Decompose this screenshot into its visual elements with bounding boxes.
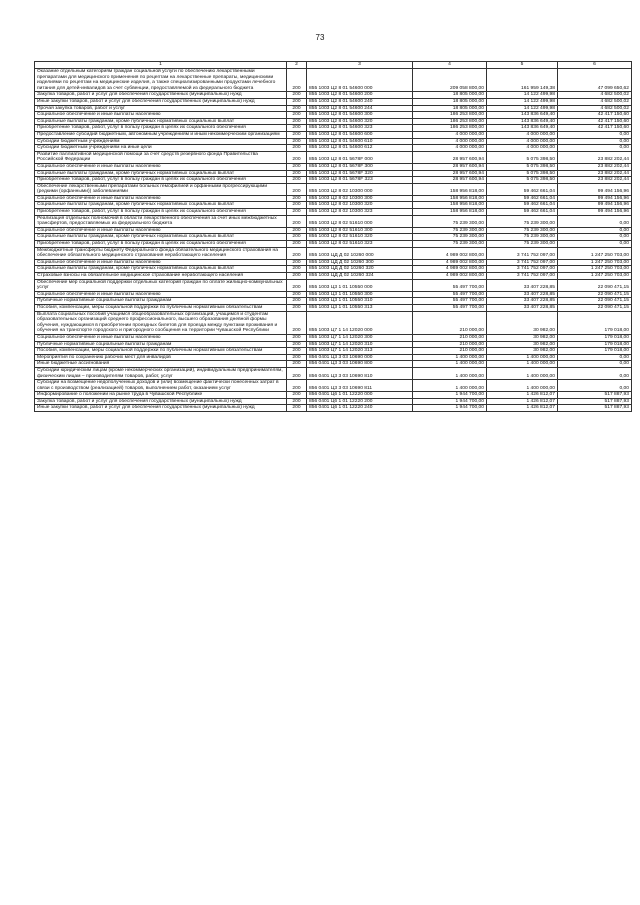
- row-executed-cell: 4 000 000,00: [487, 145, 558, 152]
- row-approved-cell: 186 253 800,00: [413, 118, 487, 125]
- row-approved-cell: 1 944 700,00: [413, 392, 487, 399]
- row-executed-cell: 30 982,00: [487, 311, 558, 334]
- row-executed-cell: 59 462 661,04: [487, 195, 558, 202]
- row-remaining-cell: 22 090 471,15: [558, 279, 632, 291]
- row-executed-cell: 1 400 000,00: [487, 354, 558, 361]
- row-approved-cell: 1 400 000,00: [413, 361, 487, 368]
- table-row: [35, 234, 632, 241]
- row-name-cell: Пособия, компенсации, меры социальной поддержки по публичным нормативным обязательствам: [35, 348, 287, 355]
- row-executed-cell: 59 462 661,04: [487, 183, 558, 195]
- row-remaining-cell: 4 682 500,02: [558, 98, 632, 105]
- row-remaining-cell: 179 018,00: [558, 341, 632, 348]
- row-approved-cell: 55 497 700,00: [413, 298, 487, 305]
- row-executed-cell: 30 982,00: [487, 348, 558, 355]
- table-body: [35, 62, 632, 412]
- row-name-cell: Субсидии юридическим лицам (кроме некоммерческих организаций), индивидуальным предпринимателям, физическим лицам – производителям товаров, работ, услуг: [35, 367, 287, 379]
- row-code-cell: 200: [287, 334, 307, 341]
- table-row: [35, 227, 632, 234]
- row-classification-code-cell: 855 1003 Ц7 1 14 12020 000: [307, 311, 413, 334]
- row-approved-cell: 1 400 000,00: [413, 380, 487, 392]
- row-name-cell: Оказание отдельным категориям граждан социальной услуги по обеспечению лекарственными препаратами для медицинского применения по рецептам на лекарственные препараты, медицинскими изделиями по рецептам на медицинские изделия, а также специализированными продуктами лечебного питания для детей-инвалидов за счет субвенции, предоставляемой из федерального бюджета: [35, 69, 287, 92]
- row-classification-code-cell: 855 1003 Ц3 1 01 10550 313: [307, 304, 413, 311]
- row-remaining-cell: 517 887,93: [558, 398, 632, 405]
- row-name-cell: Пособия, компенсации, меры социальной поддержки по публичным нормативным обязательствам: [35, 304, 287, 311]
- table-row: [35, 334, 632, 341]
- row-executed-cell: 1 400 000,00: [487, 380, 558, 392]
- row-approved-cell: 18 805 000,00: [413, 92, 487, 99]
- row-name-cell: Обеспечение мер социальной поддержки отдельных категорий граждан по оплате жилищно-коммунальных услуг: [35, 279, 287, 291]
- row-classification-code-cell: 855 1003 ЦД Д 02 10260 320: [307, 266, 413, 273]
- row-code-cell: 200: [287, 241, 307, 248]
- table-row: [35, 241, 632, 248]
- row-code-cell: 200: [287, 215, 307, 227]
- row-code-cell: 200: [287, 177, 307, 184]
- row-classification-code-cell: 855 1003 Ц2 8 01 5678F 300: [307, 163, 413, 170]
- row-name-cell: Мероприятия по сохранению рабочих мест для инвалидов: [35, 354, 287, 361]
- row-remaining-cell: 0,00: [558, 367, 632, 379]
- row-name-cell: Социальное обеспечение и иные выплаты населению: [35, 112, 287, 119]
- row-remaining-cell: 99 494 156,96: [558, 195, 632, 202]
- row-executed-cell: 4 000 000,00: [487, 138, 558, 145]
- row-remaining-cell: 179 018,00: [558, 348, 632, 355]
- row-name-cell: Субсидии бюджетным учреждениям на иные цели: [35, 145, 287, 152]
- row-code-cell: 200: [287, 151, 307, 163]
- row-classification-code-cell: 855 1003 ЦД Д 02 10260 000: [307, 247, 413, 259]
- row-approved-cell: 75 239 300,00: [413, 234, 487, 241]
- row-executed-cell: 5 075 398,50: [487, 170, 558, 177]
- row-executed-cell: 30 982,00: [487, 341, 558, 348]
- row-remaining-cell: 23 882 202,44: [558, 177, 632, 184]
- row-code-cell: 200: [287, 138, 307, 145]
- table-row: [35, 118, 632, 125]
- row-classification-code-cell: 855 1003 Ц2 8 02 51610 000: [307, 215, 413, 227]
- row-name-cell: Закупка товаров, работ и услуг для обеспечения государственных (муниципальных) нужд: [35, 398, 287, 405]
- row-classification-code-cell: 855 1003 Ц7 1 14 12020 313: [307, 348, 413, 355]
- table-row: [35, 151, 632, 163]
- row-approved-cell: 4 000 000,00: [413, 131, 487, 138]
- table-row: [35, 266, 632, 273]
- row-classification-code-cell: 856 0401 Ц3 3 03 10690 000: [307, 354, 413, 361]
- row-code-cell: 200: [287, 69, 307, 92]
- row-approved-cell: 28 957 600,94: [413, 177, 487, 184]
- row-remaining-cell: 179 018,00: [558, 311, 632, 334]
- table-row: [35, 125, 632, 132]
- row-classification-code-cell: 856 0401 Ц6 1 01 12220 000: [307, 392, 413, 399]
- row-approved-cell: 1 944 700,00: [413, 398, 487, 405]
- row-name-cell: Страховые взносы на обязательное медицинское страхование неработающего населения: [35, 273, 287, 280]
- row-name-cell: Субсидии бюджетным учреждениям: [35, 138, 287, 145]
- row-name-cell: Приобретение товаров, работ, услуг в пользу граждан в целях их социального обеспечения: [35, 241, 287, 248]
- row-approved-cell: 4 000 000,00: [413, 138, 487, 145]
- row-approved-cell: 1 400 000,00: [413, 367, 487, 379]
- row-remaining-cell: 99 494 156,96: [558, 183, 632, 195]
- table-row: [35, 348, 632, 355]
- row-remaining-cell: 0,00: [558, 234, 632, 241]
- row-code-cell: 200: [287, 348, 307, 355]
- table-row: [35, 177, 632, 184]
- row-name-cell: Приобретение товаров, работ, услуг в пользу граждан в целях их социального обеспечения: [35, 125, 287, 132]
- row-code-cell: 200: [287, 92, 307, 99]
- row-code-cell: 200: [287, 118, 307, 125]
- row-code-cell: 200: [287, 195, 307, 202]
- row-executed-cell: 1 426 812,07: [487, 405, 558, 412]
- row-remaining-cell: 0,00: [558, 138, 632, 145]
- row-name-cell: Социальные выплаты гражданам, кроме публичных нормативных социальных выплат: [35, 266, 287, 273]
- row-classification-code-cell: 856 0401 Ц6 1 01 12220 200: [307, 398, 413, 405]
- row-executed-cell: 30 982,00: [487, 334, 558, 341]
- row-approved-cell: 28 957 600,94: [413, 170, 487, 177]
- row-classification-code-cell: 855 1003 Ц2 8 01 5678F 323: [307, 177, 413, 184]
- row-name-cell: Межбюджетные трансферты бюджету Федерального фонда обязательного медицинского страхования на обеспечение обязательного медицинского страхования неработающего населения: [35, 247, 287, 259]
- row-code-cell: 200: [287, 354, 307, 361]
- row-classification-code-cell: 855 1003 Ц3 1 01 10550 000: [307, 279, 413, 291]
- row-code-cell: 200: [287, 398, 307, 405]
- row-classification-code-cell: 855 1003 ЦД Д 02 10260 324: [307, 273, 413, 280]
- row-code-cell: 200: [287, 170, 307, 177]
- row-name-cell: Социальное обеспечение и иные выплаты населению: [35, 291, 287, 298]
- row-approved-cell: 1 944 700,00: [413, 405, 487, 412]
- row-approved-cell: 158 956 818,00: [413, 209, 487, 216]
- row-executed-cell: 4 000 000,00: [487, 131, 558, 138]
- row-remaining-cell: 0,00: [558, 227, 632, 234]
- row-code-cell: 200: [287, 291, 307, 298]
- row-remaining-cell: 23 882 202,44: [558, 151, 632, 163]
- row-name-cell: Социальное обеспечение и иные выплаты населению: [35, 227, 287, 234]
- row-name-cell: Социальные выплаты гражданам, кроме публичных нормативных социальных выплат: [35, 202, 287, 209]
- row-executed-cell: 14 122 499,98: [487, 105, 558, 112]
- row-code-cell: 200: [287, 279, 307, 291]
- row-remaining-cell: 517 887,93: [558, 405, 632, 412]
- row-executed-cell: 3 741 752 097,00: [487, 259, 558, 266]
- row-classification-code-cell: 855 1003 Ц2 8 01 54600 200: [307, 92, 413, 99]
- row-remaining-cell: 0,00: [558, 361, 632, 368]
- row-name-cell: Реализация отдельных полномочий в области лекарственного обеспечения за счет иных межбюджетных трансфертов, предоставляемых из федерального бюджета: [35, 215, 287, 227]
- row-approved-cell: 4 000 000,00: [413, 145, 487, 152]
- row-code-cell: 200: [287, 145, 307, 152]
- row-executed-cell: 33 407 228,85: [487, 291, 558, 298]
- row-approved-cell: 4 989 002 800,00: [413, 273, 487, 280]
- row-remaining-cell: 1 247 250 703,00: [558, 247, 632, 259]
- row-code-cell: 200: [287, 405, 307, 412]
- row-code-cell: 200: [287, 247, 307, 259]
- row-approved-cell: 210 000,00: [413, 334, 487, 341]
- table-row: [35, 92, 632, 99]
- row-executed-cell: 75 239 300,00: [487, 234, 558, 241]
- row-executed-cell: 75 239 300,00: [487, 227, 558, 234]
- row-classification-code-cell: 856 0401 Ц6 1 01 12220 240: [307, 405, 413, 412]
- column-header: 5: [487, 62, 558, 69]
- row-approved-cell: 186 253 800,00: [413, 112, 487, 119]
- table-row: [35, 145, 632, 152]
- row-name-cell: Обеспечение лекарственными препаратами больных гемофилией и орфанными прогрессирующими (редкими (орфанными)) заболеваниями: [35, 183, 287, 195]
- table-row: [35, 170, 632, 177]
- row-executed-cell: 1 400 000,00: [487, 361, 558, 368]
- row-approved-cell: 75 239 300,00: [413, 227, 487, 234]
- table-row: [35, 380, 632, 392]
- row-executed-cell: 14 122 499,98: [487, 98, 558, 105]
- table-row: [35, 183, 632, 195]
- row-executed-cell: 75 239 300,00: [487, 241, 558, 248]
- table-row: [35, 392, 632, 399]
- row-name-cell: Иные закупки товаров, работ и услуг для обеспечения государственных (муниципальных) нужд: [35, 405, 287, 412]
- row-classification-code-cell: 855 1003 Ц2 8 01 54600 240: [307, 98, 413, 105]
- row-code-cell: 200: [287, 163, 307, 170]
- row-code-cell: 200: [287, 266, 307, 273]
- row-remaining-cell: 22 090 471,15: [558, 291, 632, 298]
- table-row: [35, 105, 632, 112]
- row-classification-code-cell: 855 1003 Ц3 1 01 10550 310: [307, 298, 413, 305]
- table-row: [35, 367, 632, 379]
- row-code-cell: 200: [287, 183, 307, 195]
- row-remaining-cell: 1 247 250 703,00: [558, 259, 632, 266]
- table-row: [35, 279, 632, 291]
- row-classification-code-cell: 856 0401 Ц3 3 03 10690 811: [307, 380, 413, 392]
- table-row: [35, 259, 632, 266]
- row-classification-code-cell: 855 1003 Ц2 8 01 54600 000: [307, 69, 413, 92]
- row-approved-cell: 18 805 000,00: [413, 105, 487, 112]
- table-row: [35, 405, 632, 412]
- row-name-cell: Социальное обеспечение и иные выплаты населению: [35, 195, 287, 202]
- row-approved-cell: 55 497 700,00: [413, 279, 487, 291]
- row-name-cell: Иные бюджетные ассигнования: [35, 361, 287, 368]
- table-row: [35, 163, 632, 170]
- row-code-cell: 200: [287, 392, 307, 399]
- row-name-cell: Социальное обеспечение и иные выплаты населению: [35, 163, 287, 170]
- row-executed-cell: 143 836 649,40: [487, 112, 558, 119]
- row-executed-cell: 5 075 398,50: [487, 163, 558, 170]
- row-classification-code-cell: 855 1003 Ц7 1 14 12020 300: [307, 334, 413, 341]
- column-header: 6: [558, 62, 632, 69]
- column-header: 2: [287, 62, 307, 69]
- row-executed-cell: 75 239 300,00: [487, 215, 558, 227]
- row-approved-cell: 75 239 300,00: [413, 241, 487, 248]
- row-approved-cell: 55 497 700,00: [413, 304, 487, 311]
- row-name-cell: Социальное обеспечение и иные выплаты населению: [35, 334, 287, 341]
- column-header: 4: [413, 62, 487, 69]
- table-row: [35, 398, 632, 405]
- table-header-row: [35, 62, 632, 69]
- row-executed-cell: 33 407 228,85: [487, 279, 558, 291]
- row-approved-cell: 158 956 818,00: [413, 195, 487, 202]
- row-remaining-cell: 4 682 500,02: [558, 105, 632, 112]
- row-approved-cell: 186 253 800,00: [413, 125, 487, 132]
- row-approved-cell: 75 239 300,00: [413, 215, 487, 227]
- row-remaining-cell: 4 682 500,02: [558, 92, 632, 99]
- table-row: [35, 361, 632, 368]
- row-name-cell: Приобретение товаров, работ, услуг в пользу граждан в целях их социального обеспечения: [35, 209, 287, 216]
- row-name-cell: Публичные нормативные социальные выплаты гражданам: [35, 298, 287, 305]
- row-classification-code-cell: 855 1003 ЦД Д 02 10260 300: [307, 259, 413, 266]
- row-remaining-cell: 42 417 150,60: [558, 118, 632, 125]
- row-approved-cell: 28 957 600,94: [413, 163, 487, 170]
- row-code-cell: 200: [287, 304, 307, 311]
- row-classification-code-cell: 855 1003 Ц2 8 01 54600 610: [307, 138, 413, 145]
- row-executed-cell: 5 075 398,50: [487, 151, 558, 163]
- row-classification-code-cell: 855 1003 Ц7 1 14 12020 310: [307, 341, 413, 348]
- row-name-cell: Развитие паллиативной медицинской помощи за счет средств резервного фонда Правительства Российской Федерации: [35, 151, 287, 163]
- table-row: [35, 291, 632, 298]
- row-approved-cell: 1 400 000,00: [413, 354, 487, 361]
- row-executed-cell: 1 426 812,07: [487, 398, 558, 405]
- row-approved-cell: 55 497 700,00: [413, 291, 487, 298]
- row-executed-cell: 59 462 661,04: [487, 209, 558, 216]
- table-row: [35, 298, 632, 305]
- row-remaining-cell: 517 887,93: [558, 392, 632, 399]
- row-approved-cell: 4 989 002 800,00: [413, 247, 487, 259]
- row-name-cell: Субсидии на возмещение недополученных доходов и (или) возмещение фактически понесенных затрат в связи с производством (реализацией) товаров, выполнением работ, оказанием услуг: [35, 380, 287, 392]
- row-executed-cell: 59 462 661,04: [487, 202, 558, 209]
- row-approved-cell: 210 000,00: [413, 341, 487, 348]
- row-remaining-cell: 99 494 156,96: [558, 209, 632, 216]
- row-executed-cell: 33 407 228,85: [487, 304, 558, 311]
- row-code-cell: 200: [287, 209, 307, 216]
- budget-table: [34, 61, 632, 412]
- row-name-cell: Приобретение товаров, работ, услуг в пользу граждан в целях их социального обеспечения: [35, 177, 287, 184]
- row-classification-code-cell: 855 1003 Ц2 8 01 54600 320: [307, 118, 413, 125]
- row-executed-cell: 1 426 812,07: [487, 392, 558, 399]
- table-row: [35, 354, 632, 361]
- table-row: [35, 215, 632, 227]
- row-code-cell: 200: [287, 273, 307, 280]
- row-approved-cell: 209 058 800,00: [413, 69, 487, 92]
- row-remaining-cell: 0,00: [558, 380, 632, 392]
- row-code-cell: 200: [287, 227, 307, 234]
- row-approved-cell: 210 000,00: [413, 311, 487, 334]
- row-executed-cell: 161 959 149,38: [487, 69, 558, 92]
- row-name-cell: Социальные выплаты гражданам, кроме публичных нормативных социальных выплат: [35, 234, 287, 241]
- table-row: [35, 247, 632, 259]
- row-classification-code-cell: 855 1003 Ц2 8 01 54600 600: [307, 131, 413, 138]
- row-classification-code-cell: 856 0401 Ц3 3 03 10690 800: [307, 361, 413, 368]
- table-row: [35, 112, 632, 119]
- row-name-cell: Социальное обеспечение и иные выплаты населению: [35, 259, 287, 266]
- column-header: 3: [307, 62, 413, 69]
- row-code-cell: 200: [287, 125, 307, 132]
- row-approved-cell: 4 989 002 800,00: [413, 259, 487, 266]
- row-remaining-cell: 42 417 150,60: [558, 125, 632, 132]
- row-classification-code-cell: 855 1003 Ц2 8 01 54600 244: [307, 105, 413, 112]
- row-code-cell: 200: [287, 367, 307, 379]
- row-code-cell: 200: [287, 341, 307, 348]
- row-remaining-cell: 0,00: [558, 145, 632, 152]
- row-code-cell: 200: [287, 112, 307, 119]
- row-approved-cell: 18 805 000,00: [413, 98, 487, 105]
- row-classification-code-cell: 855 1003 Ц2 8 02 10300 000: [307, 183, 413, 195]
- row-classification-code-cell: 855 1003 Ц2 8 02 10300 300: [307, 195, 413, 202]
- row-name-cell: Социальные выплаты гражданам, кроме публичных нормативных социальных выплат: [35, 170, 287, 177]
- row-code-cell: 200: [287, 234, 307, 241]
- row-executed-cell: 143 836 649,40: [487, 118, 558, 125]
- row-remaining-cell: 1 247 250 703,00: [558, 273, 632, 280]
- row-name-cell: Иные закупки товаров, работ и услуг для обеспечения государственных (муниципальных) нужд: [35, 98, 287, 105]
- row-name-cell: Предоставление субсидий бюджетным, автономным учреждениям и иным некоммерческим организациям: [35, 131, 287, 138]
- row-classification-code-cell: 855 1003 Ц2 8 01 5678F 320: [307, 170, 413, 177]
- row-name-cell: Информирование о положении на рынке труда в Чувашской Республике: [35, 392, 287, 399]
- table-row: [35, 98, 632, 105]
- table-row: [35, 202, 632, 209]
- table-row: [35, 311, 632, 334]
- table-row: [35, 304, 632, 311]
- row-name-cell: Выплата социальных пособий учащимся общеобразовательных организаций, учащимся и студентам образовательных организаций среднего профессионального, высшего образования дневной формы обучения, нуждающимся в приобретении проездных билетов для проезда между пунктами проживания и обучения на транспорте городского и пригородного сообщения на территории Чувашской Республики: [35, 311, 287, 334]
- row-code-cell: 200: [287, 380, 307, 392]
- row-remaining-cell: 0,00: [558, 354, 632, 361]
- row-code-cell: 200: [287, 298, 307, 305]
- row-remaining-cell: 23 882 202,44: [558, 170, 632, 177]
- row-code-cell: 200: [287, 202, 307, 209]
- row-name-cell: Социальные выплаты гражданам, кроме публичных нормативных социальных выплат: [35, 118, 287, 125]
- row-classification-code-cell: 856 0401 Ц3 3 03 10690 810: [307, 367, 413, 379]
- row-classification-code-cell: 855 1003 Ц2 8 02 10300 323: [307, 209, 413, 216]
- row-remaining-cell: 22 090 471,15: [558, 304, 632, 311]
- row-remaining-cell: 99 494 156,96: [558, 202, 632, 209]
- row-classification-code-cell: 855 1003 Ц2 8 01 54600 300: [307, 112, 413, 119]
- row-executed-cell: 5 075 398,50: [487, 177, 558, 184]
- row-executed-cell: 143 836 649,40: [487, 125, 558, 132]
- row-approved-cell: 28 957 600,94: [413, 151, 487, 163]
- row-remaining-cell: 23 882 202,44: [558, 163, 632, 170]
- row-remaining-cell: 0,00: [558, 131, 632, 138]
- row-remaining-cell: 0,00: [558, 215, 632, 227]
- row-code-cell: 200: [287, 311, 307, 334]
- row-code-cell: 200: [287, 105, 307, 112]
- row-code-cell: 200: [287, 361, 307, 368]
- row-executed-cell: 33 407 228,85: [487, 298, 558, 305]
- row-approved-cell: 158 956 818,00: [413, 183, 487, 195]
- row-name-cell: Прочая закупка товаров, работ и услуг: [35, 105, 287, 112]
- row-executed-cell: 1 400 000,00: [487, 367, 558, 379]
- row-remaining-cell: 1 247 250 703,00: [558, 266, 632, 273]
- row-classification-code-cell: 855 1003 Ц2 8 01 54600 612: [307, 145, 413, 152]
- row-code-cell: 200: [287, 98, 307, 105]
- row-executed-cell: 14 122 499,98: [487, 92, 558, 99]
- row-classification-code-cell: 855 1003 Ц2 8 01 54600 323: [307, 125, 413, 132]
- column-header: 1: [35, 62, 287, 69]
- row-remaining-cell: 179 018,00: [558, 334, 632, 341]
- table-row: [35, 341, 632, 348]
- row-code-cell: 200: [287, 259, 307, 266]
- row-executed-cell: 3 741 752 097,00: [487, 273, 558, 280]
- row-remaining-cell: 0,00: [558, 241, 632, 248]
- table-row: [35, 209, 632, 216]
- row-name-cell: Закупка товаров, работ и услуг для обеспечения государственных (муниципальных) нужд: [35, 92, 287, 99]
- row-remaining-cell: 42 417 150,60: [558, 112, 632, 119]
- row-classification-code-cell: 855 1003 Ц2 8 01 5678F 000: [307, 151, 413, 163]
- row-classification-code-cell: 855 1003 Ц3 1 01 10550 300: [307, 291, 413, 298]
- row-classification-code-cell: 855 1003 Ц2 8 02 51610 323: [307, 241, 413, 248]
- table-row: [35, 195, 632, 202]
- table-row: [35, 131, 632, 138]
- table-row: [35, 138, 632, 145]
- row-executed-cell: 3 741 752 097,00: [487, 247, 558, 259]
- table-row: [35, 69, 632, 92]
- row-code-cell: 200: [287, 131, 307, 138]
- row-remaining-cell: 47 099 650,62: [558, 69, 632, 92]
- row-executed-cell: 3 741 752 097,00: [487, 266, 558, 273]
- row-classification-code-cell: 855 1003 Ц2 8 02 10300 320: [307, 202, 413, 209]
- row-classification-code-cell: 855 1003 Ц2 8 02 51610 320: [307, 234, 413, 241]
- page-number: 73: [315, 33, 325, 42]
- row-classification-code-cell: 855 1003 Ц2 8 02 51610 300: [307, 227, 413, 234]
- row-name-cell: Публичные нормативные социальные выплаты гражданам: [35, 341, 287, 348]
- table-row: [35, 273, 632, 280]
- row-approved-cell: 4 989 002 800,00: [413, 266, 487, 273]
- row-approved-cell: 158 956 818,00: [413, 202, 487, 209]
- row-approved-cell: 210 000,00: [413, 348, 487, 355]
- row-remaining-cell: 22 090 471,15: [558, 298, 632, 305]
